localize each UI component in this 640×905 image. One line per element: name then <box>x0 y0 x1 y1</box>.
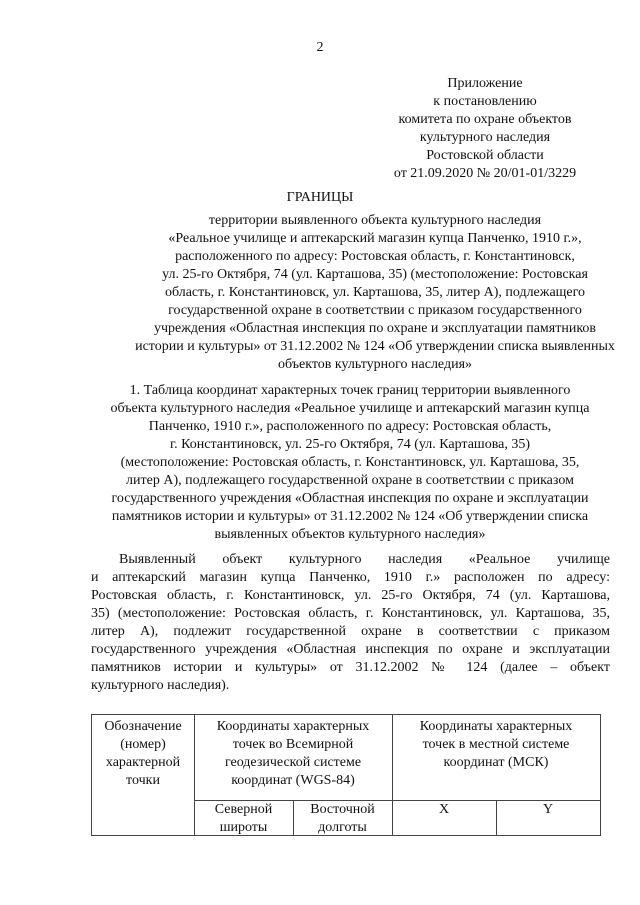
paragraph-line: и аптекарский магазин купца Панченко, 1910 г.» расположен по адресу: <box>91 570 610 585</box>
appendix-line: Ростовской области <box>426 148 544 163</box>
subtitle-line: «Реальное училище и аптекарский магазин купца Панченко, 1910 г.», <box>168 231 582 246</box>
subheader-y: Y <box>542 802 554 817</box>
paragraph-line: литер А), подлежит государственной охране в соответствии с приказом <box>91 624 610 639</box>
page-number: 2 <box>316 40 324 55</box>
caption-line: г. Константиновск, ул. 25-го Октября, 74 (ул. Карташова, 35) <box>169 437 531 452</box>
subtitle-line: ул. 25-го Октября, 74 (ул. Карташова, 35) (местоположение: Ростовская <box>162 267 588 282</box>
subtitle-line: территории выявленного объекта культурного наследия <box>208 213 542 228</box>
header-point-designation: Обозначение (номер) характерной точки <box>104 719 182 788</box>
appendix-line: комитета по охране объектов <box>398 112 572 127</box>
appendix-line: к постановлению <box>433 94 537 109</box>
caption-line: памятников истории и культуры» от 31.12.2002 № 124 «Об утверждении списка <box>111 509 589 524</box>
header-wgs84-coordinates: Координаты характерных точек во Всемирной геодезической системе координат (WGS-84) <box>216 719 370 788</box>
coordinates-table <box>91 714 601 836</box>
subtitle-line: истории и культуры» от 31.12.2002 № 124 «Об утверждении списка выявленных <box>135 339 615 354</box>
caption-line: выявленных объектов культурного наследия» <box>214 527 486 542</box>
header-msk-coordinates: Координаты характерных точек в местной системе координат (МСК) <box>419 719 573 770</box>
subheader-east-longitude: Восточной долготы <box>310 802 375 835</box>
appendix-block <box>380 75 590 183</box>
paragraph-line: государственного учреждения «Областная инспекция по охране и эксплуатации <box>91 642 610 657</box>
subtitle-line: государственной охране в соответствии с приказом государственного <box>168 303 582 318</box>
paragraph-line: культурного наследия). <box>91 678 230 693</box>
subheader-x: X <box>438 802 450 817</box>
caption-line: объекта культурного наследия «Реальное училище и аптекарский магазин купца <box>110 401 590 416</box>
document-title: ГРАНИЦЫ <box>286 190 354 205</box>
caption-line: 1. Таблица координат характерных точек границ территории выявленного <box>129 383 571 398</box>
subtitle-line: область, г. Константиновск, ул. Карташова, 35, литер А), подлежащего <box>164 285 586 300</box>
document-subtitle <box>135 212 615 374</box>
appendix-line: от 21.09.2020 № 20/01-01/3229 <box>393 166 577 181</box>
caption-line: государственного учреждения «Областная инспекция по охране и эксплуатации <box>111 491 589 506</box>
caption-line: (местоположение: Ростовская область, г. Константиновск, ул. Карташова, 35, <box>120 455 580 470</box>
subheader-north-latitude: Северной широты <box>214 802 273 835</box>
subtitle-line: учреждения «Областная инспекция по охране и эксплуатации памятников <box>153 321 597 336</box>
appendix-line: культурного наследия <box>419 130 551 145</box>
caption-line: литер А), подлежащего государственной охране в соответствии с приказом <box>126 473 574 488</box>
appendix-line: Приложение <box>447 76 523 91</box>
paragraph-line: Выявленный объект культурного наследия «Реальное училище <box>119 552 610 567</box>
paragraph-line: 35) (местоположение: Ростовская область, г. Константиновск, ул. Карташова, 35, <box>91 606 610 621</box>
caption-line: Панченко, 1910 г.», расположенного по адресу: Ростовская область, <box>148 419 552 434</box>
paragraph-line: Ростовская область, г. Константиновск, ул. 25-го Октября, 74 (ул. Карташова, <box>91 588 610 603</box>
table-caption <box>85 382 615 544</box>
subtitle-line: объектов культурного наследия» <box>277 357 473 372</box>
subtitle-line: расположенного по адресу: Ростовская область, г. Константиновск, <box>175 249 575 264</box>
paragraph-line: памятников истории и культуры» от 31.12.2002 № 124 (далее – объект <box>91 660 610 675</box>
body-paragraph <box>91 551 610 695</box>
